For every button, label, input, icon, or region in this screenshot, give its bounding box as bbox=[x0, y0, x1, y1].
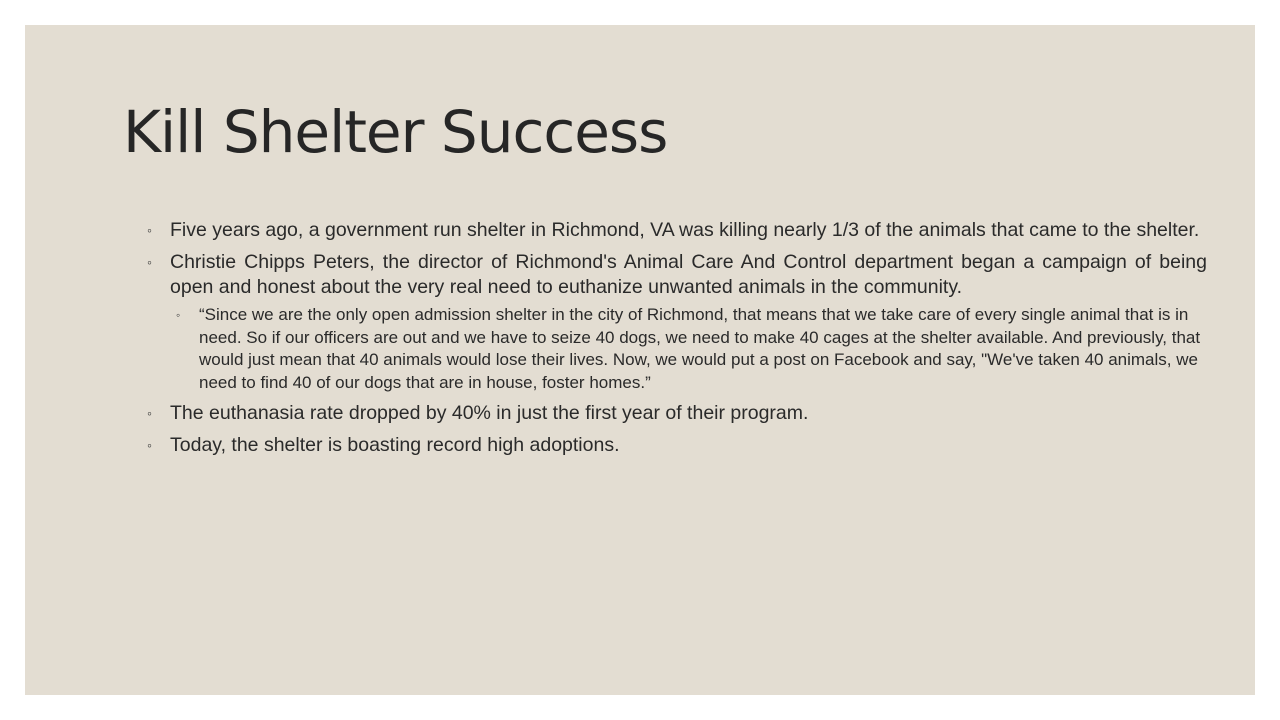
sub-bullet-list bbox=[176, 304, 1207, 394]
bullet-list bbox=[147, 218, 1207, 465]
quote-text: “Since we are the only open admission shelter in the city of Richmond, that means that we take care of every single animal that is in need. So if our officers are out and we have to seize 40 dogs, we need to make 40 cages at the shelter available. And previously, that would just mean that 40 animals would lose their lives. Now, we would put a post on Facebook and say, "We've taken 40 animals, we need to find 40 of our dogs that are in house, foster homes.” bbox=[199, 305, 1201, 392]
sub-bullet-item bbox=[176, 304, 1207, 394]
bullet-item bbox=[147, 401, 1207, 426]
bullet-marker-icon: ◦ bbox=[147, 437, 152, 453]
bullet-item bbox=[147, 218, 1207, 243]
bullet-item bbox=[147, 250, 1207, 394]
sub-bullet-marker-icon: ◦ bbox=[176, 308, 181, 322]
bullet-marker-icon: ◦ bbox=[147, 405, 152, 421]
bullet-text: Christie Chipps Peters, the director of Richmond's Animal Care And Control department began a campaign of being open and honest about the very real need to euthanize unwanted animals in the community. bbox=[170, 251, 1207, 298]
bullet-marker-icon: ◦ bbox=[147, 222, 152, 238]
bullet-marker-icon: ◦ bbox=[147, 254, 152, 270]
bullet-text: Today, the shelter is boasting record high adoptions. bbox=[170, 434, 620, 456]
bullet-item bbox=[147, 433, 1207, 458]
bullet-text: Five years ago, a government run shelter in Richmond, VA was killing nearly 1/3 of the animals that came to the shelter. bbox=[170, 219, 1200, 241]
bullet-text: The euthanasia rate dropped by 40% in just the first year of their program. bbox=[170, 402, 809, 424]
slide bbox=[25, 25, 1255, 695]
slide-title: Kill Shelter Success bbox=[123, 98, 668, 166]
